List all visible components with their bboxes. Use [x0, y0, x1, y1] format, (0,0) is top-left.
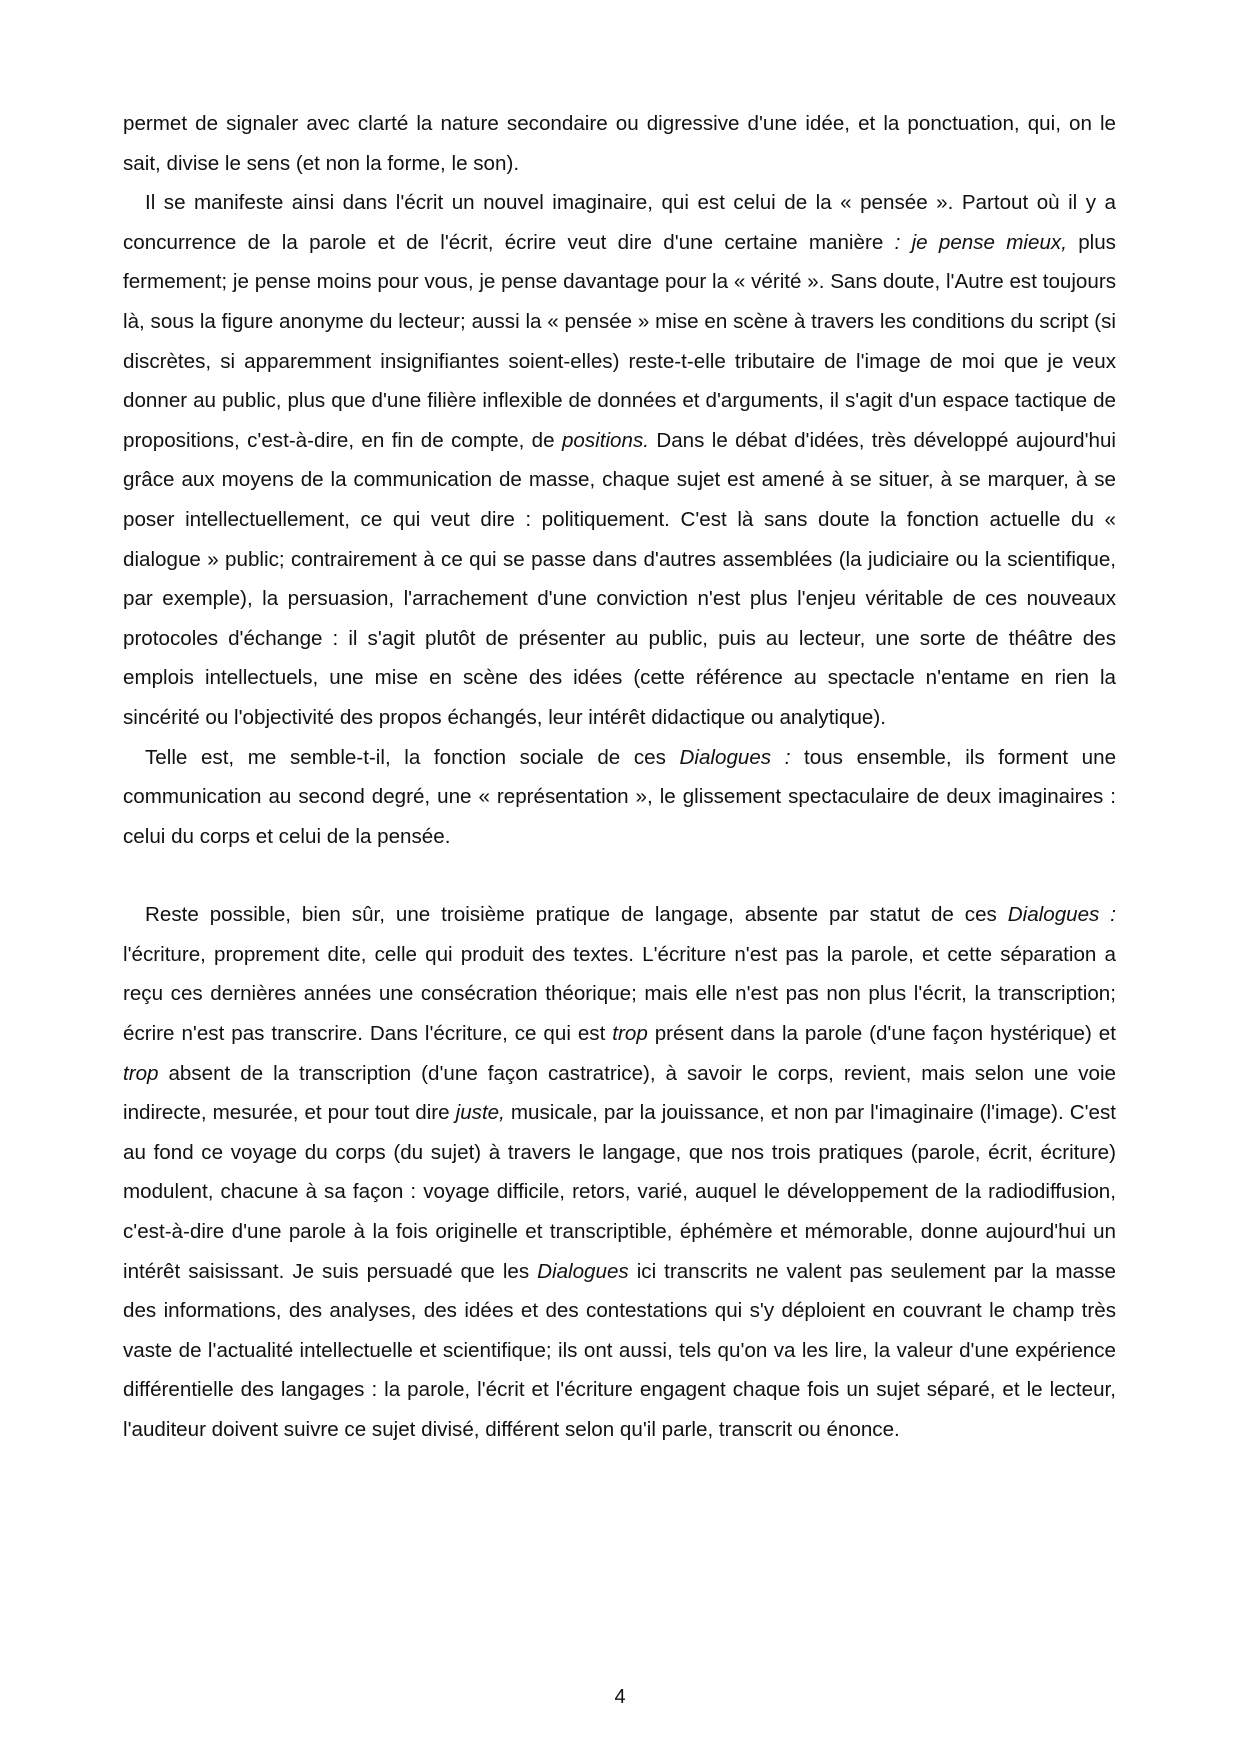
italic-text: Dialogues : — [679, 745, 791, 769]
italic-text: positions. — [561, 428, 649, 452]
text-segment: Il se manifeste ainsi dans l'écrit un nouvel imaginaire, qui est celui de la « pensée ». Partout où il y a concurrence de la parole et de l'écrit, écrire veut dire d'une certaine manière — [123, 191, 1116, 254]
italic-text: : je pense mieux, — [894, 230, 1067, 254]
italic-text: trop — [123, 1061, 159, 1085]
italic-text: juste, — [455, 1101, 505, 1125]
text-segment: musicale, par la jouissance, et non par l'imaginaire (l'image). C'est au fond ce voyage du corps (du sujet) à travers le langage, que nos trois pratiques (parole, écrit, écriture) modulent, chacune à sa façon : voyage difficile, retors, varié, auquel le développement de la radiodiffusion, c'est-à-dire d'une parole à la fois originelle et transcriptible, éphémère et mémorable, donne aujourd'hui un intérêt saisissant. Je suis persuadé que les — [123, 1101, 1116, 1283]
text-segment: tous ensemble, ils forment une communication au second degré, une « représentation », le glissement spectaculaire de deux imaginaires : celui du corps et celui de la pensée. — [123, 745, 1117, 848]
italic-text: Dialogues — [537, 1259, 629, 1283]
page-number: 4 — [614, 1686, 626, 1708]
paragraph-1 — [123, 104, 1116, 183]
italic-text: trop — [612, 1022, 648, 1046]
text-segment: Dans le débat d'idées, très développé aujourd'hui grâce aux moyens de la communication de masse, chaque sujet est amené à se situer, à se marquer, à se poser intellectuellement, ce qui veut dire : politiquement. C'est là sans doute la fonction actuelle du « dialogue » public; contrairement à ce qui se passe dans d'autres assemblées (la judiciaire ou la scientifique, par exemple), la persuasion, l'arrachement d'une conviction n'est plus l'enjeu véritable de ces nouveaux protocoles d'échange : il s'agit plutôt de présenter au public, puis au lecteur, une sorte de théâtre des emplois intellectuels, une mise en scène des idées (cette référence au spectacle n'entame en rien la sincérité ou l'objectivité des propos échangés, leur intérêt didactique ou analytique). — [123, 428, 1116, 729]
italic-text: Dialogues : — [1007, 903, 1116, 927]
paragraph-gap — [123, 856, 1116, 895]
text-segment: permet de signaler avec clarté la nature secondaire ou digressive d'une idée, et la ponctuation, qui, on le sait, divise le sens (et non la forme, le son). — [123, 112, 1116, 175]
paragraph-3 — [123, 738, 1116, 857]
text-segment: Reste possible, bien sûr, une troisième pratique de langage, absente par statut de ces — [145, 903, 1008, 927]
text-segment: ici transcrits ne valent pas seulement par la masse des informations, des analyses, des idées et des contestations qui s'y déploient en couvrant le champ très vaste de l'actualité intellectuelle et scientifique; ils ont aussi, tels qu'on va les lire, la valeur d'une expérience différentielle des langages : la parole, l'écrit et l'écriture engagent chaque fois un sujet séparé, et le lecteur, l'auditeur doivent suivre ce sujet divisé, différent selon qu'il parle, transcrit ou énonce. — [123, 1259, 1116, 1441]
paragraph-4 — [123, 895, 1116, 1449]
text-segment: absent de la transcription (d'une façon castratrice), à savoir le corps, revient, mais selon une voie indirecte, mesurée, et pour tout dire — [123, 1061, 1116, 1125]
document-body — [123, 104, 1116, 1450]
paragraph-2 — [123, 183, 1116, 737]
text-segment: l'écriture, proprement dite, celle qui produit des textes. L'écriture n'est pas la parole, et cette séparation a reçu ces dernières années une consécration théorique; mais elle n'est pas non plus l'écrit, la transcription; écrire n'est pas transcrire. Dans l'écriture, ce qui est — [123, 942, 1116, 1046]
text-segment: Telle est, me semble-t-il, la fonction sociale de ces — [145, 745, 680, 769]
text-segment: présent dans la parole (d'une façon hystérique) et — [647, 1022, 1116, 1046]
text-segment: plus fermement; je pense moins pour vous, je pense davantage pour la « vérité ». Sans doute, l'Autre est toujours là, sous la figure anonyme du lecteur; aussi la « pensée » mise en scène à travers les conditions du script (si discrètes, si apparemment insignifiantes soient-elles) reste-t-elle tributaire de l'image de moi que je veux donner au public, plus que d'une filière inflexible de données et d'arguments, il s'agit d'un espace tactique de propositions, c'est-à-dire, en fin de compte, de — [123, 230, 1116, 452]
